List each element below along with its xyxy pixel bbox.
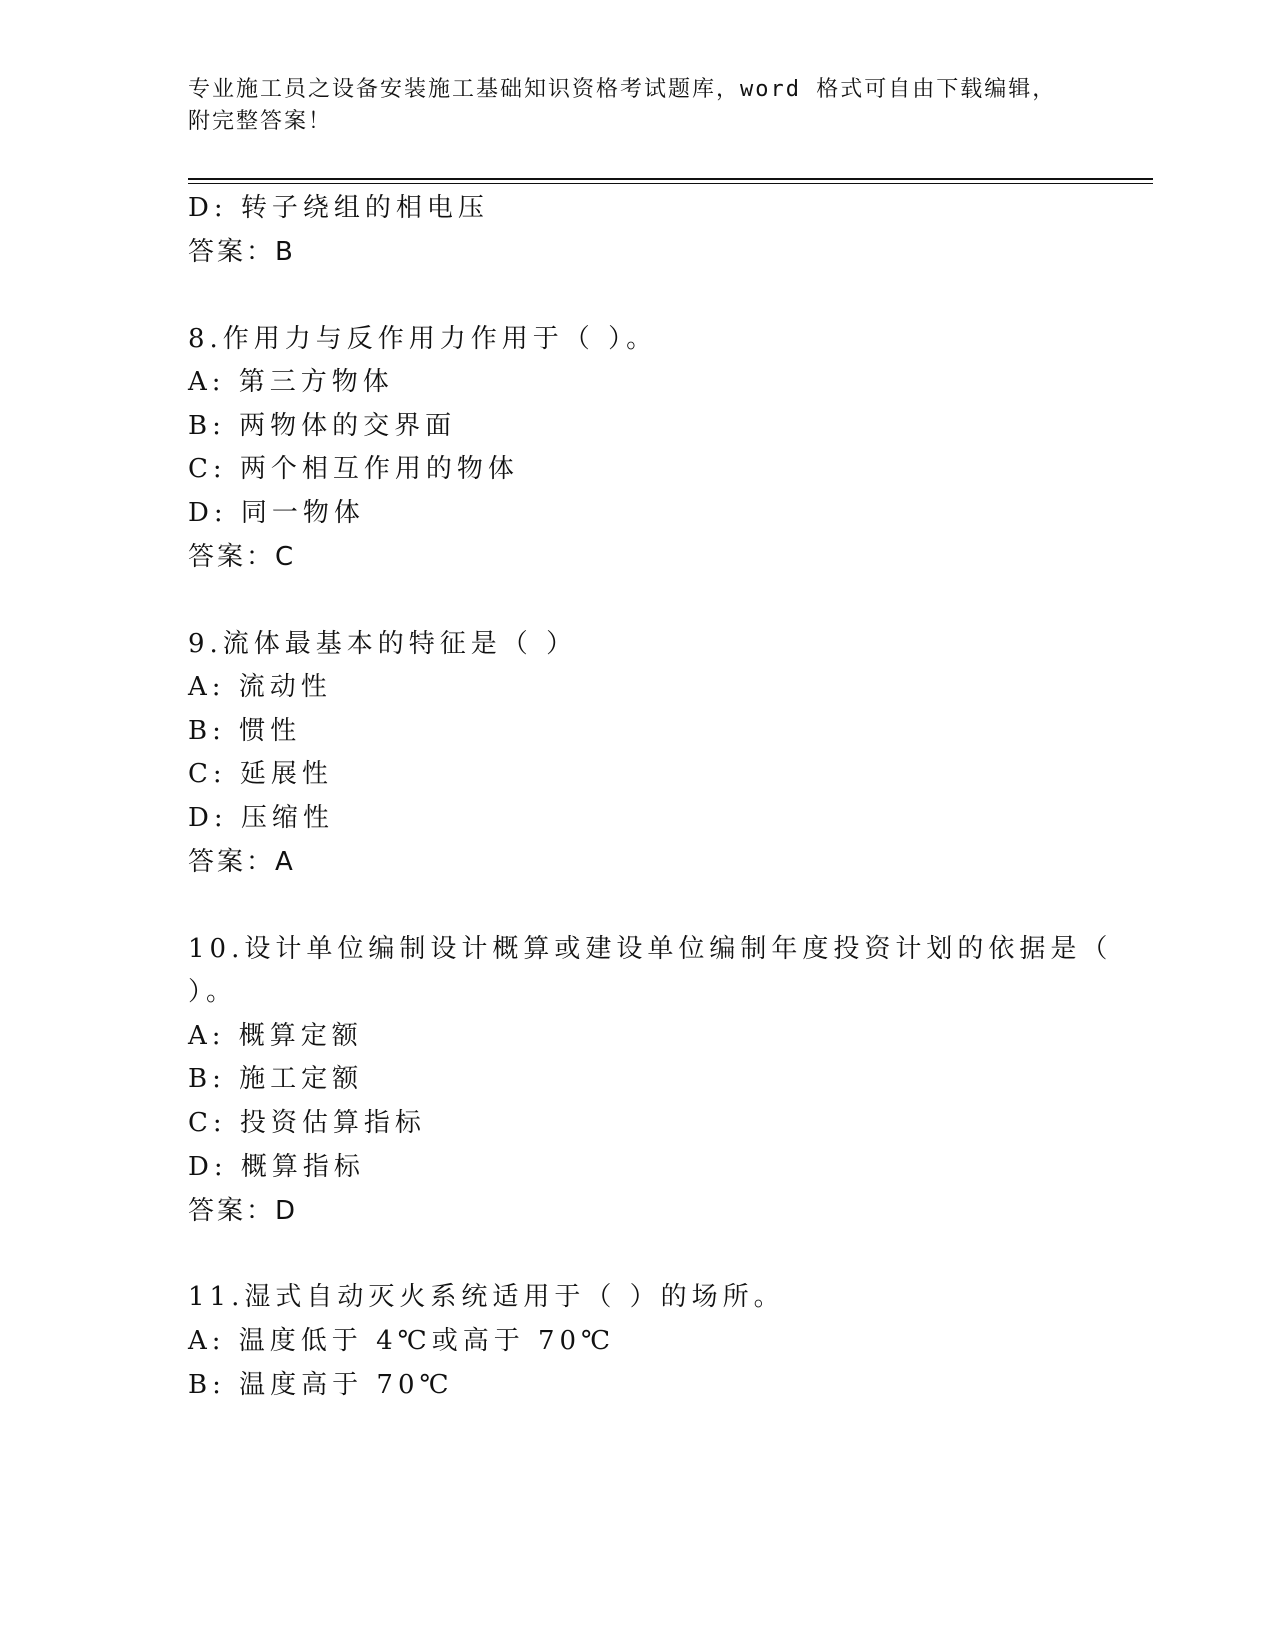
- header-line-2: 附完整答案！: [188, 109, 333, 134]
- q10-answer: 答案：D: [188, 1196, 299, 1226]
- q9-option-c: C: 延展性: [188, 759, 333, 789]
- q8-option-a: A: 第三方物体: [188, 367, 394, 397]
- q9-option-b: B: 惯性: [188, 716, 302, 746]
- q11-stem: 11.湿式自动灭火系统适用于（ ）的场所。: [188, 1282, 785, 1312]
- q8-option-c: C: 两个相互作用的物体: [188, 454, 519, 484]
- q7-option-d: D: 转子绕组的相电压: [188, 193, 489, 223]
- document-header: [188, 74, 1088, 138]
- q10-stem-line-2: ）。: [188, 977, 238, 1007]
- header-divider-thin: [188, 183, 1153, 184]
- q10-option-a: A: 概算定额: [188, 1021, 363, 1051]
- q8-answer: 答案：C: [188, 542, 297, 572]
- q10-option-b: B: 施工定额: [188, 1064, 364, 1094]
- q11-option-b: B: 温度高于 70℃: [188, 1370, 454, 1400]
- q9-answer: 答案：A: [188, 847, 296, 877]
- q11-option-a: A: 温度低于 4℃或高于 70℃: [188, 1326, 616, 1356]
- q8-stem: 8.作用力与反作用力作用于（ ）。: [188, 324, 658, 354]
- q9-stem: 9.流体最基本的特征是（ ）: [188, 629, 578, 659]
- q9-option-a: A: 流动性: [188, 672, 332, 702]
- q7-answer: 答案：B: [188, 237, 296, 267]
- q10-stem-line-1: 10.设计单位编制设计概算或建设单位编制年度投资计划的依据是（: [188, 934, 1113, 964]
- header-line-1: 专业施工员之设备安装施工基础知识资格考试题库，word 格式可自由下载编辑，: [188, 77, 1057, 102]
- header-divider-thick: [188, 178, 1153, 180]
- q9-option-d: D: 压缩性: [188, 803, 334, 833]
- q10-option-c: C: 投资估算指标: [188, 1108, 426, 1138]
- q8-option-b: B: 两物体的交界面: [188, 411, 457, 441]
- q10-option-d: D: 概算指标: [188, 1152, 365, 1182]
- q8-option-d: D: 同一物体: [188, 498, 365, 528]
